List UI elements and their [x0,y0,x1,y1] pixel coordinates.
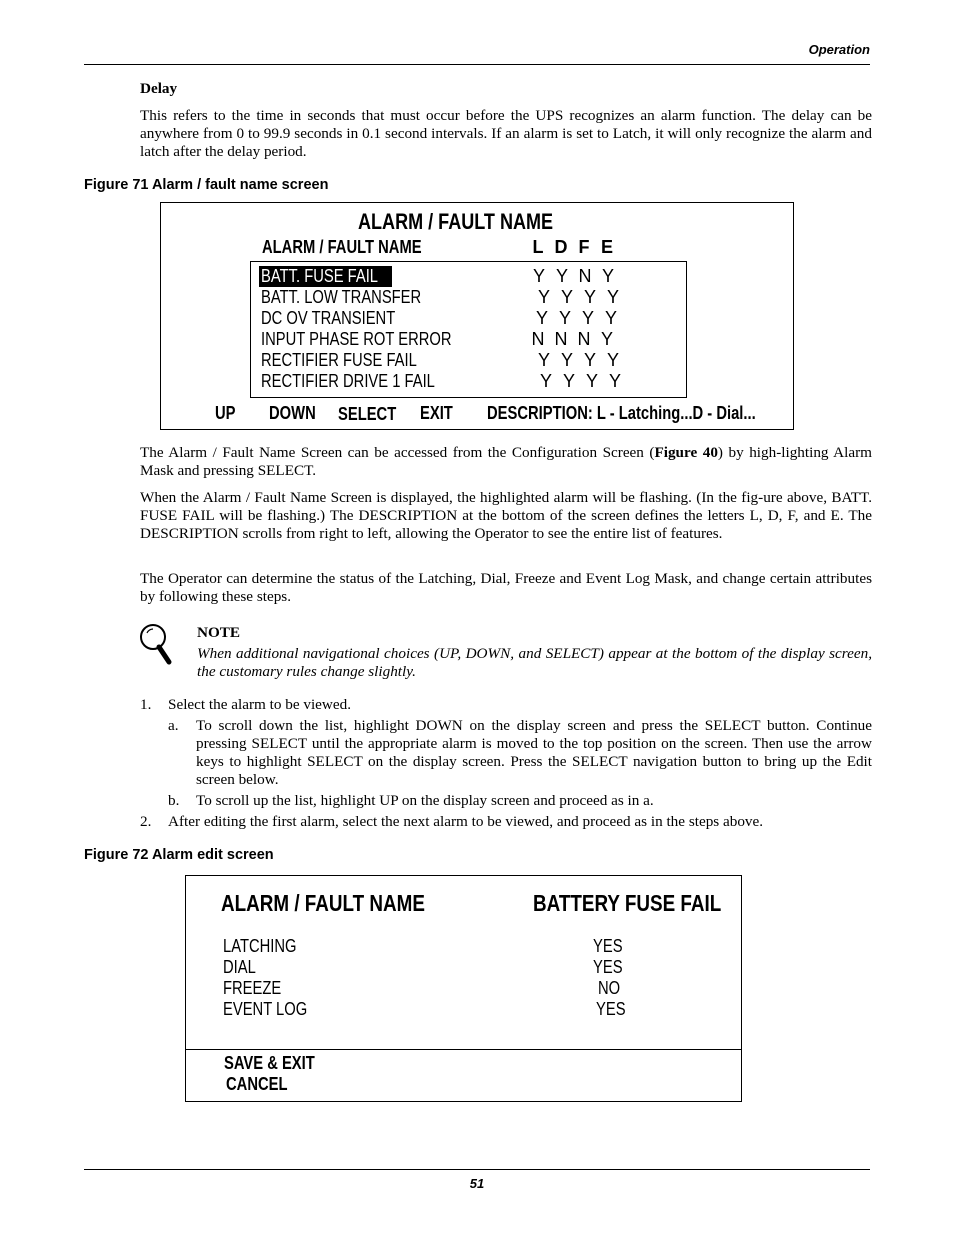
flag-header-l: L [532,237,544,257]
alarm-flags [535,308,618,329]
footer-rule [84,1169,870,1170]
setting-value[interactable]: YES [593,957,623,977]
step-number: 2. [140,813,152,830]
step-number: 1. [140,696,152,713]
flag-header-e: E [600,237,613,257]
alarm-name: BATT. LOW TRANSFER [261,287,422,307]
magnifier-icon [138,622,174,668]
body-paragraph: The Operator can determine the status of the Latching, Dial, Freeze and Event Log Mask, and change certain attributes by following these steps. [140,570,872,605]
flag-value: N [531,329,545,349]
setting-value[interactable]: YES [593,936,623,956]
flag-value: Y [585,371,598,391]
flag-value: Y [601,266,614,286]
alarm-name: DC OV TRANSIENT [261,308,396,328]
flag-value: Y [606,287,619,307]
alarm-name: RECTIFIER DRIVE 1 FAIL [261,371,435,391]
selected-alarm-name: BATTERY FUSE FAIL [533,890,722,916]
column-header: ALARM / FAULT NAME [262,237,422,257]
flag-value: Y [537,350,550,370]
setting-label: EVENT LOG [223,999,308,1019]
flag-value: Y [583,350,596,370]
flag-headers [531,237,614,258]
save-exit-button[interactable]: SAVE & EXIT [224,1053,315,1073]
figure-reference[interactable]: Figure 40 [654,444,718,461]
alarm-flags [539,371,622,392]
flag-value: Y [560,287,573,307]
page-number: 51 [469,1176,485,1191]
flag-value: Y [532,266,545,286]
flag-value: Y [555,266,568,286]
alarm-name: BATT. FUSE FAIL [261,266,379,286]
list-item[interactable] [259,308,683,329]
body-paragraph: The Alarm / Fault Name Screen can be accessed from the Configuration Screen (Figure 40) by high-lighting Alarm Mask and pressing SELECT. [140,444,872,479]
alarm-flags [537,350,620,371]
alarm-fault-screen [160,202,794,430]
setting-label: FREEZE [223,978,282,998]
exit-button[interactable]: EXIT [420,403,453,423]
cancel-button[interactable]: CANCEL [226,1074,288,1094]
divider [186,1049,741,1050]
down-button[interactable]: DOWN [269,403,316,423]
flag-value: Y [600,329,613,349]
flag-value: Y [539,371,552,391]
alarm-list[interactable] [250,261,687,398]
running-header: Operation [808,42,870,57]
flag-value: N [554,329,568,349]
body-paragraph: When the Alarm / Fault Name Screen is displayed, the highlighted alarm will be flashing. (In the fig-ure above, BATT. FUSE FAIL will be flashing.) The DESCRIPTION at the bottom of the screen defines the letters L, D, F, and E. The DESCRIPTION scrolls from right to left, allowing the Operator to see the entire list of features. [140,489,872,542]
list-item[interactable] [259,371,683,392]
figure-caption: Figure 71 Alarm / fault name screen [84,177,329,193]
list-item[interactable] [259,287,683,308]
alarm-edit-screen [185,875,742,1102]
edit-screen-title: ALARM / FAULT NAME [221,890,425,916]
flag-value: Y [560,350,573,370]
delay-paragraph: This refers to the time in seconds that must occur before the UPS recognizes an alarm function. The delay can be anywhere from 0 to 99.9 seconds in 0.1 second intervals. If an alarm is set to Latch, it will only recognize the alarm and latch after the delay period. [140,107,872,160]
header-rule [84,64,870,65]
alarm-name: RECTIFIER FUSE FAIL [261,350,417,370]
flag-value: Y [535,308,548,328]
description-ticker: DESCRIPTION: L - Latching...D - Dial... [487,403,756,423]
flag-value: Y [581,308,594,328]
setting-label: LATCHING [223,936,297,956]
note-title: NOTE [197,624,241,641]
alarm-flags [531,329,614,350]
flag-value: N [578,266,592,286]
alarm-name: INPUT PHASE ROT ERROR [261,329,452,349]
list-item[interactable] [259,329,683,350]
flag-value: Y [583,287,596,307]
substep-letter: a. [168,717,179,734]
flag-value: Y [562,371,575,391]
setting-label: DIAL [223,957,256,977]
select-button[interactable]: SELECT [338,404,397,424]
substep-text: To scroll up the list, highlight UP on the display screen and proceed as in a. [196,792,654,809]
list-item-selected[interactable] [259,266,683,287]
flag-value: Y [537,287,550,307]
figure-caption: Figure 72 Alarm edit screen [84,847,274,863]
screen-title: ALARM / FAULT NAME [358,209,554,234]
substep-text: To scroll down the list, highlight DOWN on the display screen and press the SELECT button. Continue pressing SELECT until the appropriate alarm is moved to the top position on the screen. Then use the arrow keys to highlight SELECT on the display screen. Press the SELECT navigation button to bring up the Edit screen below. [196,717,872,788]
flag-value: Y [606,350,619,370]
flag-value: Y [558,308,571,328]
flag-header-f: F [578,237,590,257]
substep-letter: b. [168,792,180,809]
list-item[interactable] [259,350,683,371]
flag-header-d: D [554,237,568,257]
up-button[interactable]: UP [215,403,236,423]
alarm-flags [537,287,620,308]
flag-value: Y [608,371,621,391]
step-text: Select the alarm to be viewed. [168,696,352,713]
alarm-flags [532,266,615,287]
note-text: When additional navigational choices (UP, DOWN, and SELECT) appear at the bottom of the display screen, the customary rules change slightly. [197,645,872,680]
flag-value: Y [604,308,617,328]
setting-value[interactable]: YES [596,999,626,1019]
section-heading: Delay [140,80,178,97]
setting-value[interactable]: NO [598,978,621,998]
step-text: After editing the first alarm, select the next alarm to be viewed, and proceed as in the steps above. [168,813,764,830]
flag-value: N [577,329,591,349]
